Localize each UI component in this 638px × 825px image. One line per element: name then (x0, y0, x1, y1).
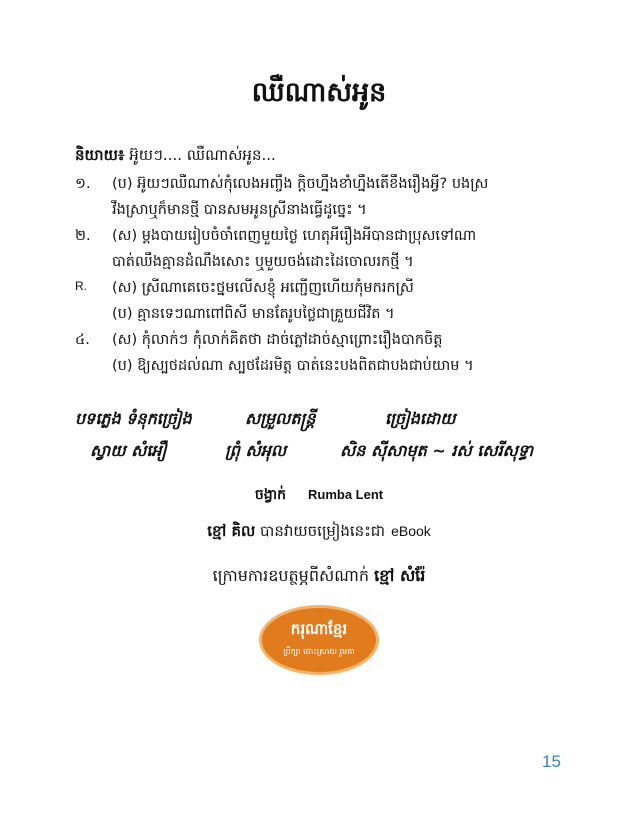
lyric-row (75, 305, 575, 331)
lyric-row (75, 279, 575, 305)
lyric-line: (ស) ស្រីណាគេចេះថ្នមលើសខ្ញុំ អញ្ជើញហើយកុំមករកស្រី (112, 280, 414, 296)
intro-text: អ៊ូយៗ.... ឈឺណាស់អូន... (124, 146, 276, 164)
credit-composer-label: បទភ្លេង ទំនុកច្រៀង (75, 409, 192, 428)
producer-name: ខ្មៅ គិល (207, 522, 256, 540)
lyrics-block (75, 175, 575, 383)
lyric-row (75, 175, 575, 201)
lyric-row (75, 357, 575, 383)
producer-text: បានវាយចម្រៀងនេះជា (255, 522, 386, 540)
lyric-line: (ប) ឱ្យស្បថដល់ណា ស្បថដែរមិត្ត បាត់នេះបងពិតជាបងជាប់យាម ។ (112, 358, 474, 374)
intro-line (75, 146, 276, 168)
sponsor-line (0, 565, 638, 589)
ebook-label: eBook (391, 523, 431, 539)
credit-arranger-name: ព្រុំ សំអុល (225, 441, 287, 460)
credit-singers-names: សិន ស៊ីសាមុត ~ រស់ សេរីសុទ្ធា (340, 441, 534, 460)
verse-number: ២. (75, 228, 91, 244)
logo-subtitle: ប្រឹក្សា ដោះស្រាយ រួមតា (283, 647, 355, 656)
sponsor-name: ខ្មៅ សំរ៉ែ (374, 566, 426, 585)
lyric-row (75, 227, 575, 253)
logo-title: ករុណាខ្មែរ (290, 620, 348, 638)
song-title: ឈឺណាស់អូន (251, 77, 387, 108)
intro-label: និយាយ៖ (75, 146, 125, 164)
rhythm-value: Rumba Lent (307, 487, 384, 502)
lyric-line: (ប) អ៊ូយៗឈឺណាស់កុំលេងអញ្ចឹង ក្ដិចហ្នឹងខាំហ្នឹងតើខឹងរឿងអ្វី? បងស្រ (112, 176, 489, 192)
producer-line (0, 522, 638, 544)
rhythm-label: ចង្វាក់ (254, 487, 286, 503)
lyric-line: (ស) កុំលាក់ៗ កុំលាក់គិតថា ដាច់ភ្លៅដាច់ស្មាព្រោះរឿងបាកចិត្ត (112, 332, 443, 348)
credit-arranger-label: សម្រួលតន្ត្រី (245, 409, 316, 428)
lyric-row (75, 253, 575, 279)
lyric-row (75, 331, 575, 357)
lyric-line: វឹងស្រាឬក៏មានថ្មី បានសមអូនស្រីនាងធ្វើដូច្នេះ ។ (112, 202, 367, 218)
lyric-line: បាត់ឈឹងគ្មានដំណឹងសោះ ឬមួយចង់ដោះដៃចោលរកថ្មី ។ (112, 254, 414, 270)
song-credits (75, 408, 575, 472)
karuna-khmer-logo (262, 608, 376, 672)
verse-number: R. (75, 279, 87, 293)
lyric-row (75, 201, 575, 227)
sponsor-text: ក្រោមការឧបត្ថម្ភពីសំណាក់ (212, 566, 375, 585)
verse-number: ៤. (75, 332, 90, 348)
credit-composer-name: ស្វាយ សំអឿ (90, 441, 167, 460)
credit-singers-label: ច្រៀងដោយ (385, 409, 456, 428)
rhythm-line (0, 485, 638, 506)
page-number: 15 (542, 752, 561, 771)
lyric-line: (ប) គ្មានទេៗណាពៅពិសី មានតែរូបថ្លៃជាគ្រួយជីវិត ។ (112, 306, 395, 322)
verse-number: ១. (75, 176, 91, 192)
lyric-line: (ស) ម្ដងបាយរៀបចំចាំពេញមួយថ្ងៃ ហេតុអីរឿងអីបានជាប្រុសទៅណា (112, 228, 477, 244)
